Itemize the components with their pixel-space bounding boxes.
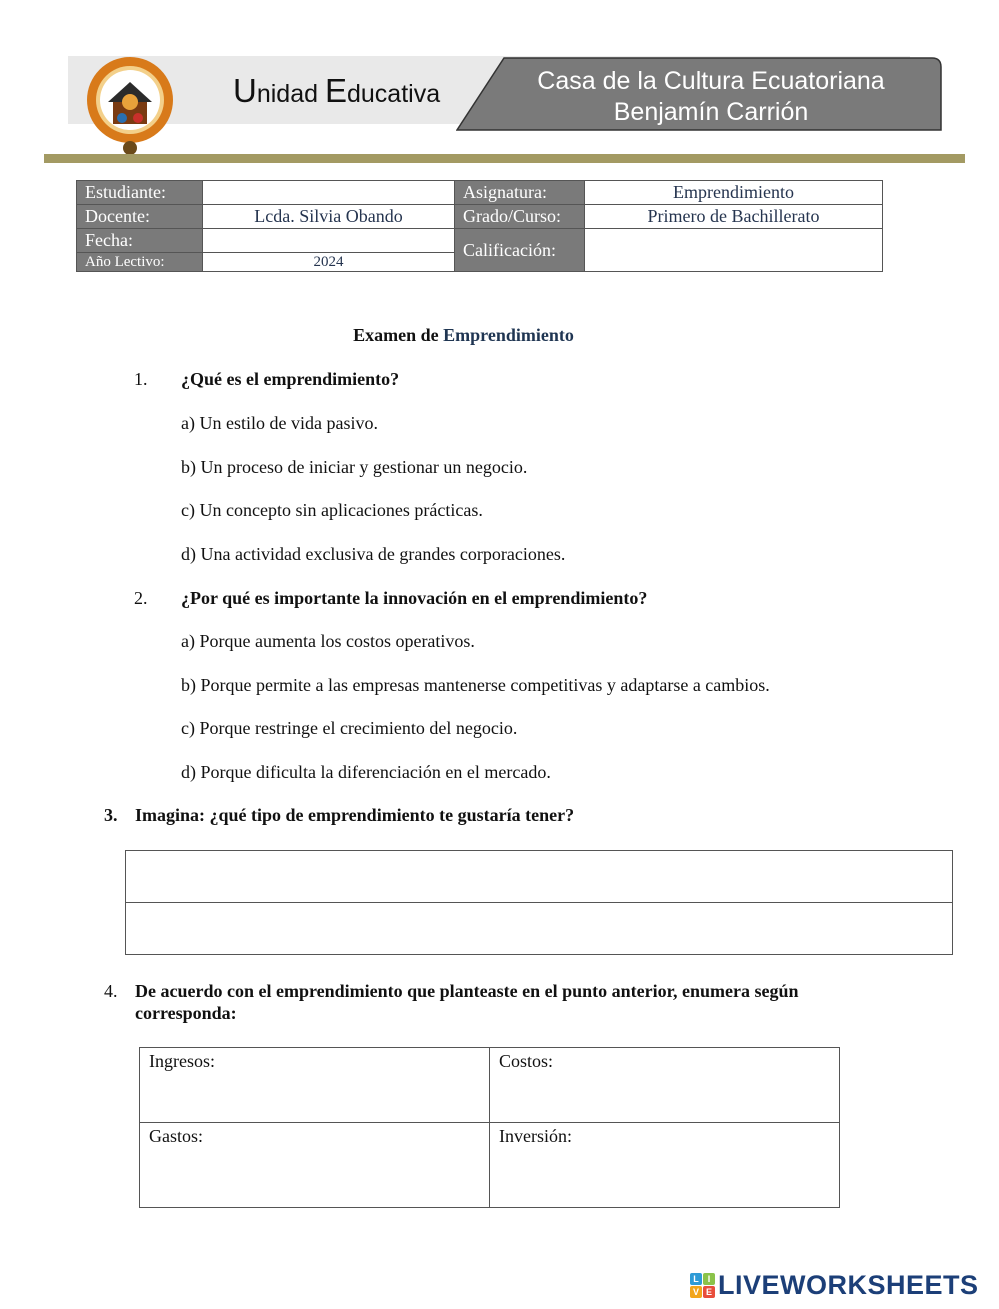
date-label: Fecha: [77, 229, 203, 253]
q2-option-c[interactable]: c) Porque restringe el crecimiento del negocio. [181, 718, 518, 738]
costos-cell[interactable]: Costos: [490, 1048, 840, 1123]
q1-option-b[interactable]: b) Un proceso de iniciar y gestionar un negocio. [181, 457, 528, 477]
school-name-line2: Benjamín Carrión [613, 98, 809, 126]
q1-option-a[interactable]: a) Un estilo de vida pasivo. [181, 413, 378, 433]
score-field[interactable] [585, 229, 883, 272]
q2-option-a[interactable]: a) Porque aumenta los costos operativos. [181, 631, 475, 651]
header-rule [44, 154, 965, 163]
q4-finance-table [139, 1047, 840, 1208]
q3-text: Imagina: ¿qué tipo de emprendimiento te gustaría tener? [135, 805, 575, 825]
exam-title-subject: Emprendimiento [443, 325, 574, 345]
grade-value: Primero de Bachillerato [585, 205, 883, 229]
liveworksheets-brand[interactable] [690, 1270, 979, 1301]
score-label: Calificación: [455, 229, 585, 272]
q2-text: ¿Por qué es importante la innovación en el emprendimiento? [181, 588, 648, 608]
exam-title: Examen de Emprendimiento [353, 325, 574, 345]
q3-answer-line-1[interactable] [125, 850, 953, 903]
grade-label: Grado/Curso: [455, 205, 585, 229]
liveworksheets-wordmark: LIVEWORKSHEETS [718, 1270, 979, 1300]
teacher-value: Lcda. Silvia Obando [203, 205, 455, 229]
student-field[interactable] [203, 181, 455, 205]
q3-answer-line-2[interactable] [125, 902, 953, 955]
unidad-educativa-title: Unidad Educativa [233, 72, 441, 109]
year-value: 2024 [203, 253, 455, 272]
date-field[interactable] [203, 229, 455, 253]
q3-number: 3. [104, 805, 118, 825]
q2-number: 2. [134, 588, 148, 608]
year-label: Año Lectivo: [77, 253, 203, 272]
q1-option-c[interactable]: c) Un concepto sin aplicaciones prácticas. [181, 500, 483, 520]
q1-number: 1. [134, 369, 148, 389]
subject-value: Emprendimiento [585, 181, 883, 205]
teacher-label: Docente: [77, 205, 203, 229]
q4-number: 4. [104, 981, 118, 1001]
ingresos-cell[interactable]: Ingresos: [140, 1048, 490, 1123]
inversion-cell[interactable]: Inversión: [490, 1123, 840, 1208]
student-label: Estudiante: [77, 181, 203, 205]
q1-option-d[interactable]: d) Una actividad exclusiva de grandes corporaciones. [181, 544, 566, 564]
school-name [486, 66, 936, 128]
liveworksheets-logo-icon: L I V E [690, 1273, 715, 1298]
q4-text-line1: De acuerdo con el emprendimiento que planteaste en el punto anterior, enumera según [135, 981, 799, 1001]
student-info-table [76, 180, 883, 272]
q2-option-d[interactable]: d) Porque dificulta la diferenciación en el mercado. [181, 762, 551, 782]
subject-label: Asignatura: [455, 181, 585, 205]
q2-option-b[interactable]: b) Porque permite a las empresas mantenerse competitivas y adaptarse a cambios. [181, 675, 770, 695]
school-crest-logo [78, 56, 186, 156]
q4-text-line2: corresponda: [135, 1003, 237, 1023]
q1-text: ¿Qué es el emprendimiento? [181, 369, 400, 389]
school-name-line1: Casa de la Cultura Ecuatoriana [537, 67, 885, 95]
gastos-cell[interactable]: Gastos: [140, 1123, 490, 1208]
